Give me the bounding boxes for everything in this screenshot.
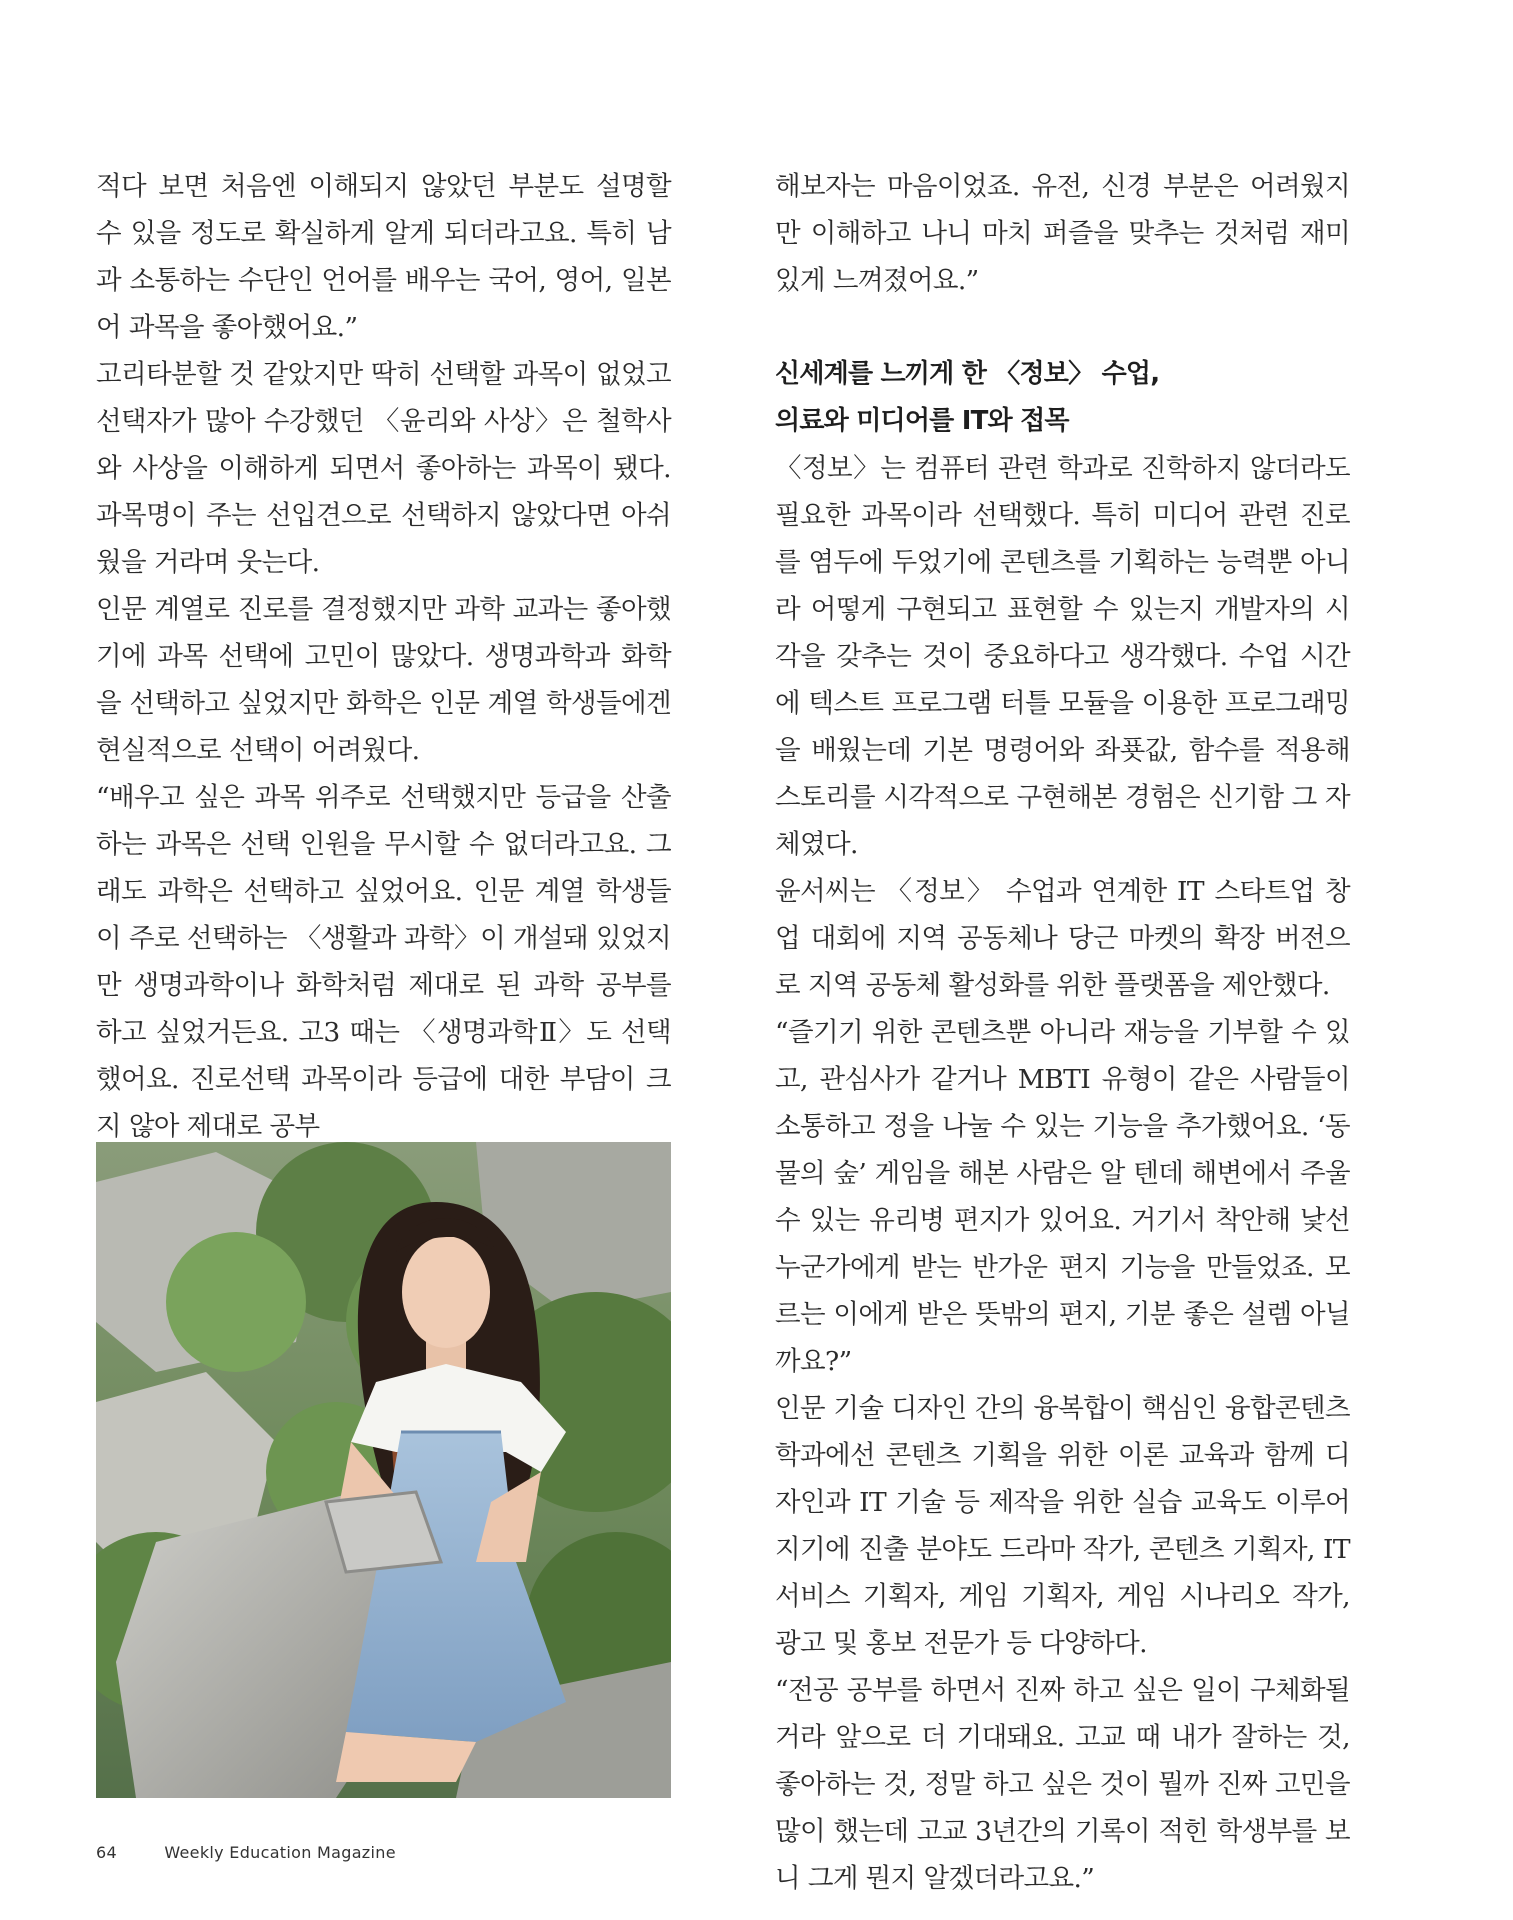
section-gap — [775, 304, 1350, 351]
magazine-name: Weekly Education Magazine — [164, 1843, 396, 1862]
page-footer — [96, 1843, 396, 1862]
body-paragraph: “즐기기 위한 콘텐츠뿐 아니라 재능을 기부할 수 있고, 관심사가 같거나 MBTI 유형이 같은 사람들이 소통하고 정을 나눌 수 있는 기능을 추가했어요. ‘동물의 숲’ 게임을 해본 사람은 알 텐데 해변에서 주울 수 있는 유리병 편지가 있어요. 거기서 착안해 낯선 누군가에게 받는 반가운 편지 기능을 만들었죠. 모르는 이에게 받은 뜻밖의 편지, 기분 좋은 설렘 아닐까요?” — [775, 1017, 1350, 1377]
body-paragraph: 적다 보면 처음엔 이해되지 않았던 부분도 설명할 수 있을 정도로 확실하게 알게 되더라고요. 특히 남과 소통하는 수단인 언어를 배우는 국어, 영어, 일본어 과목을 좋아했어요.” — [96, 171, 671, 343]
left-column — [96, 163, 671, 1150]
right-column — [775, 163, 1350, 1902]
body-paragraph: “전공 공부를 하면서 진짜 하고 싶은 일이 구체화될 거라 앞으로 더 기대돼요. 고교 때 내가 잘하는 것, 좋아하는 것, 정말 하고 싶은 것이 뭘까 진짜 고민을 많이 했는데 고교 3년간의 기록이 적힌 학생부를 보니 그게 뭔지 알겠더라고요.” — [775, 1675, 1350, 1894]
body-paragraph: 고리타분할 것 같았지만 딱히 선택할 과목이 없었고 선택자가 많아 수강했던 〈윤리와 사상〉은 철학사와 사상을 이해하게 되면서 좋아하는 과목이 됐다. 과목명이 주는 선입견으로 선택하지 않았다면 아쉬웠을 거라며 웃는다. — [96, 359, 671, 578]
body-paragraph: “배우고 싶은 과목 위주로 선택했지만 등급을 산출하는 과목은 선택 인원을 무시할 수 없더라고요. 그래도 과학은 선택하고 싶었어요. 인문 계열 학생들이 주로 선택하는 〈생활과 과학〉이 개설돼 있었지만 생명과학이나 화학처럼 제대로 된 과학 공부를 하고 싶었거든요. 고3 때는 〈생명과학Ⅱ〉도 선택했어요. 진로선택 과목이라 등급에 대한 부담이 크지 않아 제대로 공부 — [96, 782, 671, 1142]
page-number: 64 — [96, 1843, 117, 1862]
body-paragraph: 윤서씨는 〈정보〉 수업과 연계한 IT 스타트업 창업 대회에 지역 공동체나 당근 마켓의 확장 버전으로 지역 공동체 활성화를 위한 플랫폼을 제안했다. — [775, 876, 1350, 1001]
body-paragraph: 〈정보〉는 컴퓨터 관련 학과로 진학하지 않더라도 필요한 과목이라 선택했다. 특히 미디어 관련 진로를 염두에 두었기에 콘텐츠를 기획하는 능력뿐 아니라 어떻게 구현되고 표현할 수 있는지 개발자의 시각을 갖추는 것이 중요하다고 생각했다. 수업 시간에 텍스트 프로그램 터틀 모듈을 이용한 프로그래밍을 배웠는데 기본 명령어와 좌푯값, 함수를 적용해 스토리를 시각적으로 구현해본 경험은 신기함 그 자체였다. — [775, 453, 1350, 860]
section-heading: 의료와 미디어를 IT와 접목 — [775, 406, 1069, 436]
section-heading: 신세계를 느끼게 한 〈정보〉 수업, — [775, 359, 1160, 389]
body-paragraph: 인문 기술 디자인 간의 융복합이 핵심인 융합콘텐츠학과에선 콘텐츠 기획을 위한 이론 교육과 함께 디자인과 IT 기술 등 제작을 위한 실습 교육도 이루어지기에 진출 분야도 드라마 작가, 콘텐츠 기획자, IT 서비스 기획자, 게임 기획자, 게임 시나리오 작가, 광고 및 홍보 전문가 등 다양하다. — [775, 1393, 1350, 1659]
body-paragraph: 인문 계열로 진로를 결정했지만 과학 교과는 좋아했기에 과목 선택에 고민이 많았다. 생명과학과 화학을 선택하고 싶었지만 화학은 인문 계열 학생들에겐 현실적으로 선택이 어려웠다. — [96, 594, 671, 766]
student-photo — [96, 1142, 671, 1798]
body-paragraph: 해보자는 마음이었죠. 유전, 신경 부분은 어려웠지만 이해하고 나니 마치 퍼즐을 맞추는 것처럼 재미있게 느껴졌어요.” — [775, 171, 1350, 296]
